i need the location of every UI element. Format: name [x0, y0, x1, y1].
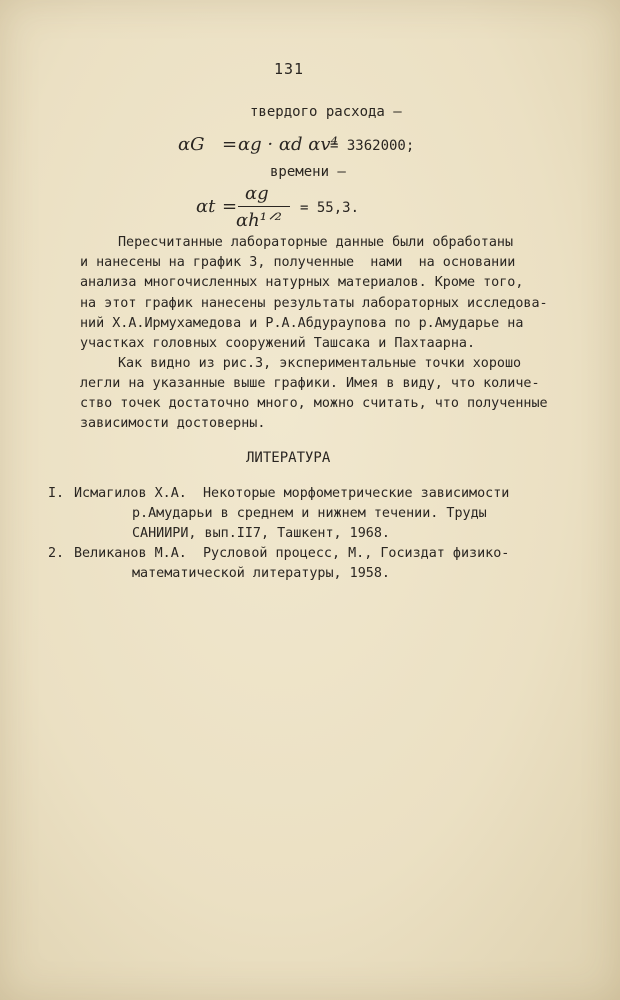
references-heading: ЛИТЕРАТУРА — [246, 450, 331, 466]
reference-line: математической литературы, 1958. — [132, 566, 390, 581]
page-number: 131 — [274, 60, 305, 78]
paragraph2-line: ство точек достаточно много, можно считать, что полученные — [80, 396, 548, 411]
paragraph2-line: легли на указанные выше графики. Имея в виду, что количе- — [80, 376, 540, 391]
formula1-rhs: αg · αd αv⁴ — [238, 134, 338, 155]
formula2-equals: = — [222, 196, 238, 217]
formula1-value: = 3362000; — [330, 138, 415, 154]
reference-number: I. — [48, 486, 65, 501]
formula1-equals: = — [222, 134, 238, 155]
paragraph1-line: участках головных сооружений Ташсака и Пахтаарна. — [80, 336, 476, 351]
fraction-bar — [238, 206, 290, 207]
paragraph2-line: зависимости достоверны. — [80, 416, 266, 431]
formula2-denominator: αh¹ᐟ² — [236, 210, 282, 231]
formula2-lhs: αt — [196, 196, 216, 217]
reference-line: р.Амударьи в среднем и нижнем течении. Труды — [132, 506, 487, 521]
paragraph2-line: Как видно из рис.3, экспериментальные точки хорошо — [118, 356, 522, 371]
formula1-label: твердого расхода – — [250, 104, 402, 120]
paragraph1-line: ний Х.А.Ирмухамедова и Р.А.Абдураупова по р.Амударье на — [80, 316, 524, 331]
reference-line: САНИИРИ, вып.II7, Ташкент, 1968. — [132, 526, 390, 541]
paragraph1-line: Пересчитанные лабораторные данные были обработаны — [118, 235, 514, 250]
paragraph1-line: анализа многочисленных натурных материалов. Кроме того, — [80, 275, 524, 290]
reference-number: 2. — [48, 546, 65, 561]
paragraph1-line: и нанесены на график 3, полученные нами на основании — [80, 255, 516, 270]
paragraph1-line: на этот график нанесены результаты лабораторных исследова- — [80, 296, 548, 311]
reference-line: Великанов М.А. Русловой процесс, М., Госиздат физико- — [74, 546, 510, 561]
formula2-label: времени – — [270, 164, 346, 180]
formula2-numerator: αg — [245, 183, 269, 204]
formula1-lhs: αG — [178, 134, 205, 155]
reference-line: Исмагилов Х.А. Некоторые морфометрические зависимости — [74, 486, 510, 501]
formula2-value: = 55,3. — [300, 200, 360, 216]
